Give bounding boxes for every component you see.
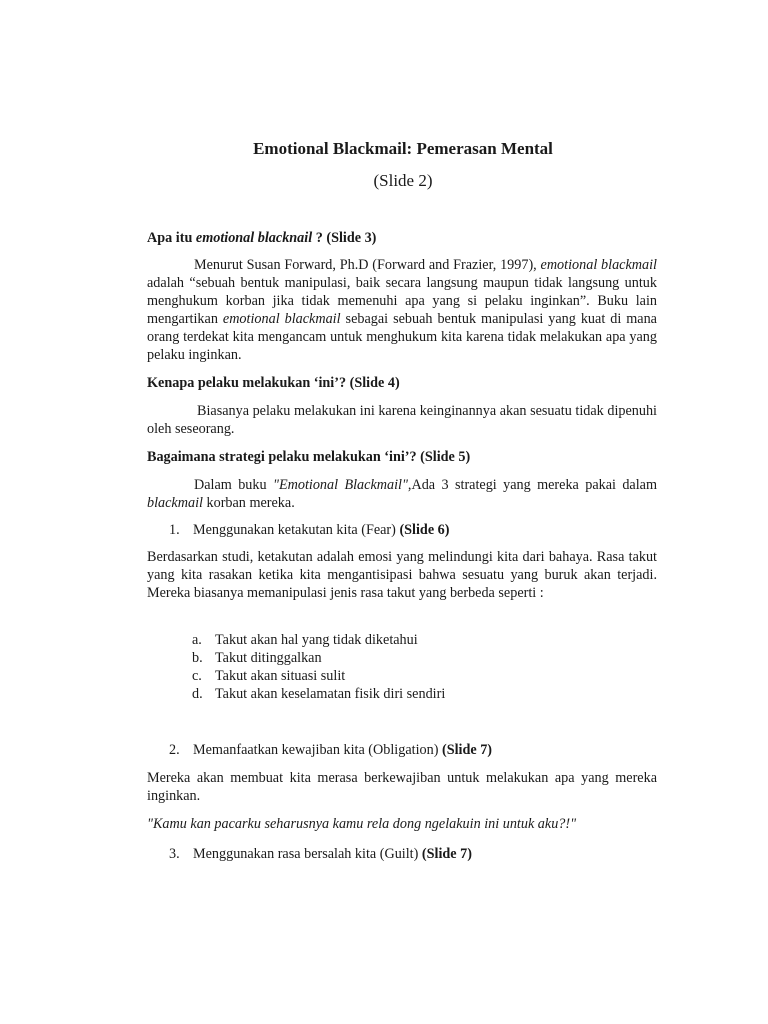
- paragraph-text: ,Ada 3 strategi yang mereka pakai dalam: [407, 477, 658, 493]
- section-heading-what-is: [147, 229, 657, 247]
- paragraph-text: Menurut Susan Forward, Ph.D (Forward and Frazier, 1997),: [194, 257, 541, 273]
- quote-obligation: "Kamu kan pacarku seharusnya kamu rela dong ngelakuin ini untuk aku?!": [147, 816, 577, 832]
- paragraph-fear: Berdasarkan studi, ketakutan adalah emosi yang melindungi kita dari bahaya. Rasa takut yang kita rasakan ketika kita mengantisipasi bahwa sesuatu yang buruk akan terjadi. Mereka biasanya memanipulasi jenis rasa takut yang berbeda seperti :: [147, 549, 657, 601]
- list-item: [192, 667, 592, 685]
- item-slide-ref: (Slide 7): [421, 846, 472, 862]
- list-text: Takut akan keselamatan fisik diri sendiri: [215, 686, 446, 702]
- paragraph-emphasis: emotional blackmail: [222, 311, 341, 327]
- section-heading-why: Kenapa pelaku melakukan ‘ini’? (Slide 4): [147, 375, 400, 391]
- item-slide-ref: (Slide 7): [441, 742, 493, 758]
- item-text: Menggunakan rasa bersalah kita (Guilt): [193, 846, 422, 862]
- item-number: 1.: [169, 522, 180, 538]
- numbered-item-fear: [169, 521, 649, 539]
- paragraph-definition: [147, 256, 657, 364]
- list-text: Takut akan hal yang tidak diketahui: [215, 632, 418, 648]
- list-letter: c.: [192, 668, 202, 684]
- heading-text: Apa itu: [147, 230, 196, 246]
- list-text: Takut ditinggalkan: [215, 650, 322, 666]
- paragraph-strategies: [147, 476, 657, 512]
- item-number: 3.: [169, 846, 180, 862]
- list-letter: b.: [192, 650, 203, 666]
- item-text: Menggunakan ketakutan kita (Fear): [193, 522, 400, 538]
- list-letter: a.: [192, 632, 202, 648]
- list-item: [192, 649, 592, 667]
- paragraph-text: adalah “sebuah bentuk manipulasi, baik secara langsung maupun tidak langsung untuk menghukum korban jika tidak memenuhi apa yang si pelaku inginkan”. Buku lain mengartikan: [147, 275, 657, 327]
- list-item: [192, 631, 592, 649]
- list-item: [192, 685, 592, 703]
- document-title: Emotional Blackmail: Pemerasan Mental: [253, 139, 553, 158]
- item-slide-ref: (Slide 6): [399, 522, 450, 538]
- paragraph-emphasis: emotional blackmail: [540, 257, 657, 273]
- heading-text: ? (Slide 3): [312, 230, 377, 246]
- section-heading-how: Bagaimana strategi pelaku melakukan ‘ini’? (Slide 5): [147, 449, 471, 465]
- document-subtitle: (Slide 2): [373, 171, 433, 190]
- paragraph-why: Biasanya pelaku melakukan ini karena keinginannya akan sesuatu tidak dipenuhi oleh seseorang.: [147, 403, 657, 437]
- numbered-item-obligation: [169, 741, 649, 759]
- numbered-item-guilt: [169, 845, 649, 863]
- list-letter: d.: [192, 686, 203, 702]
- list-text: Takut akan situasi sulit: [215, 668, 346, 684]
- paragraph-text: sebagai sebuah bentuk manipulasi yang kuat di mana orang terdekat kita mengancam untuk menghukum kita karena tidak melakukan apa yang pelaku inginkan.: [147, 311, 657, 363]
- item-text: Memanfaatkan kewajiban kita (Obligation): [193, 742, 442, 758]
- paragraph-text: korban mereka.: [202, 495, 295, 511]
- item-number: 2.: [169, 742, 180, 758]
- paragraph-emphasis: blackmail: [147, 495, 203, 511]
- paragraph-text: Dalam buku: [194, 477, 273, 493]
- paragraph-emphasis: "Emotional Blackmail": [272, 477, 408, 493]
- fear-list: [192, 631, 592, 703]
- paragraph-obligation: Mereka akan membuat kita merasa berkewajiban untuk melakukan apa yang mereka inginkan.: [147, 770, 657, 804]
- heading-emphasis: emotional blacknail: [195, 230, 313, 246]
